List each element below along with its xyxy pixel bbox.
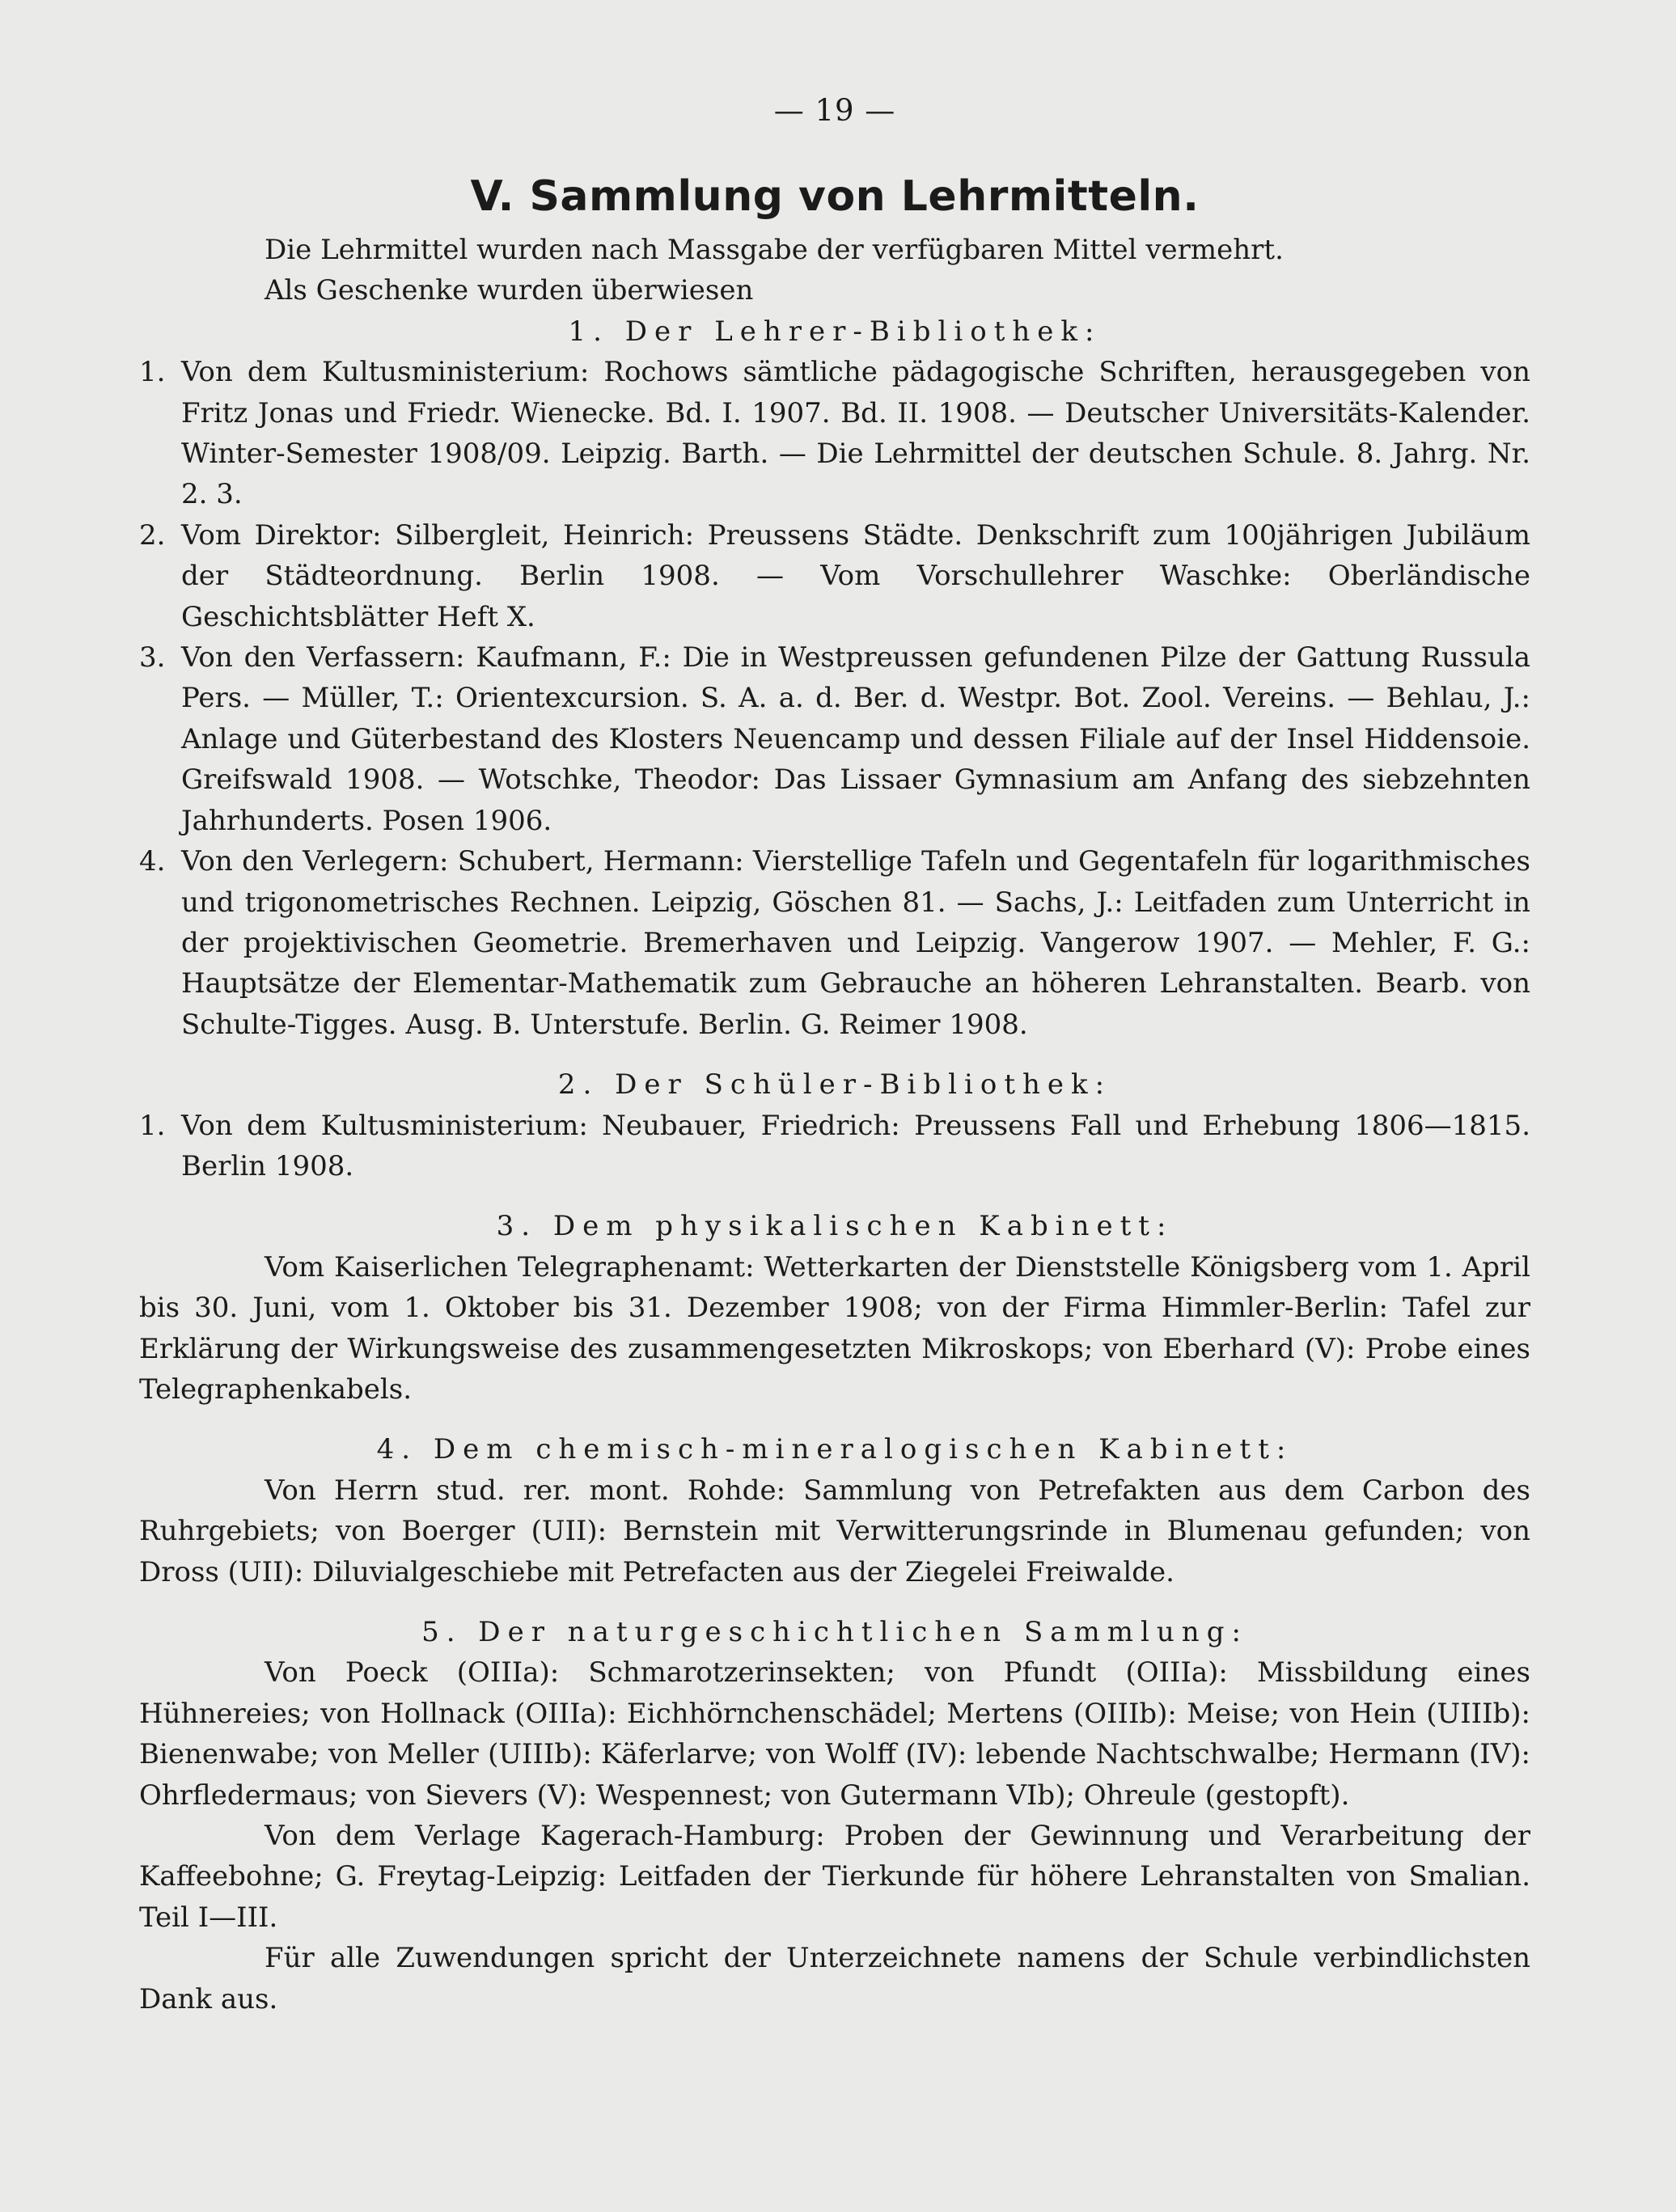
section-heading: 2. Der Schüler-Bibliothek:	[557, 1068, 1112, 1102]
item-text: Von dem Kultusministerium: Rochows sämtliche pädagogische Schriften, herausgegeben von Fritz Jonas und Friedr. Wienecke. Bd. I. 1907. Bd. II. 1908. — Deutscher Universitäts-Kalender. Winter-Semester 1908/09. Leipzig. Barth. — Die Lehrmittel der deutschen Schule. 8. Jahrg. Nr. 2. 3.	[181, 356, 1530, 511]
list-item	[139, 1106, 1530, 1187]
item-text: Von dem Kultusministerium: Neubauer, Friedrich: Preussens Fall und Erhebung 1806—1815. Berlin 1908.	[181, 1109, 1530, 1182]
intro-line: Die Lehrmittel wurden nach Massgabe der verfügbaren Mittel vermehrt.	[265, 234, 1284, 266]
section-heading: 5. Der naturgeschichtlichen Sammlung:	[421, 1616, 1248, 1648]
section-naturgeschichtliche-sammlung	[139, 1612, 1530, 2020]
paragraph: Von dem Verlage Kagerach-Hamburg: Proben der Gewinnung und Verarbeitung der Kaffeebohne; G. Freytag-Leipzig: Leitfaden der Tierkunde für höhere Lehranstalten von Smalian. Teil I—III.	[139, 1820, 1530, 1934]
paragraph: Von Poeck (OIIIa): Schmarotzerinsekten; von Pfundt (OIIIa): Missbildung eines Hühnereies; von Hollnack (OIIIa): Eichhörnchenschädel; Mertens (OIIIb): Meise; von Hein (UIIIb): Bienenwabe; von Meller (UIIIb): Käferlarve; von Wolff (IV): lebende Nachtschwalbe; Hermann (IV): Ohrfledermaus; von Sievers (V): Wespennest; von Gutermann VIb); Ohreule (gestopft).	[139, 1656, 1530, 1812]
item-number: 4.	[139, 845, 166, 878]
item-text: Vom Direktor: Silbergleit, Heinrich: Preussens Städte. Denkschrift zum 100jährigen Jubiläum der Städteordnung. Berlin 1908. — Vom Vorschullehrer Waschke: Oberländische Geschichtsblätter Heft X.	[181, 518, 1530, 633]
list-item	[139, 841, 1530, 1045]
item-number: 3.	[139, 641, 166, 675]
item-number: 1.	[139, 356, 166, 389]
list-item	[139, 352, 1530, 515]
section-heading: 3. Dem physikalischen Kabinett:	[496, 1210, 1174, 1243]
text-column	[139, 91, 1530, 2020]
list-item	[139, 515, 1530, 637]
section-heading: 1. Der Lehrer-Bibliothek:	[568, 315, 1102, 348]
item-number: 1.	[139, 1109, 166, 1142]
item-number: 2.	[139, 518, 166, 552]
intro	[139, 230, 1530, 311]
section-chemisch-mineralogisches-kabinett	[139, 1429, 1530, 1592]
list-item	[139, 637, 1530, 841]
item-list	[139, 352, 1530, 1045]
section-heading: 4. Dem chemisch-mineralogischen Kabinett:	[376, 1433, 1293, 1466]
section-physikalisches-kabinett	[139, 1206, 1530, 1410]
chapter-title: V. Sammlung von Lehrmitteln.	[470, 172, 1200, 221]
item-list	[139, 1106, 1530, 1187]
paragraph: Von Herrn stud. rer. mont. Rohde: Sammlung von Petrefakten aus dem Carbon des Ruhrgebiets; von Boerger (UII): Bernstein mit Verwitterungsrinde in Blumenau gefunden; von Dross (UII): Diluvialgeschiebe mit Petrefacten aus der Ziegelei Freiwalde.	[139, 1474, 1530, 1588]
intro-line: Als Geschenke wurden überwiesen	[265, 274, 754, 307]
section-lehrer-bibliothek	[139, 311, 1530, 1045]
item-text: Von den Verlegern: Schubert, Hermann: Vierstellige Tafeln und Gegentafeln für logarithmisches und trigonometrisches Rechnen. Leipzig, Göschen 81. — Sachs, J.: Leitfaden zum Unterricht in der projektivischen Geometrie. Bremerhaven und Leipzig. Vangerow 1907. — Mehler, F. G.: Hauptsätze der Elementar-Mathematik zum Gebrauche an höheren Lehranstalten. Bearb. von Schulte-Tigges. Ausg. B. Unterstufe. Berlin. G. Reimer 1908.	[181, 845, 1530, 1041]
closing-paragraph: Für alle Zuwendungen spricht der Unterzeichnete namens der Schule verbindlichsten Dank aus.	[139, 1942, 1530, 2015]
page-number: — 19 —	[773, 93, 896, 128]
item-text: Von den Verfassern: Kaufmann, F.: Die in Westpreussen gefundenen Pilze der Gattung Russula Pers. — Müller, T.: Orientexcursion. S. A. a. d. Ber. d. Westpr. Bot. Zool. Vereins. — Behlau, J.: Anlage und Güterbestand des Klosters Neuencamp und dessen Filiale auf der Insel Hiddensoie. Greifswald 1908. — Wotschke, Theodor: Das Lissaer Gymnasium am Anfang des siebzehnten Jahrhunderts. Posen 1906.	[181, 641, 1530, 837]
section-schueler-bibliothek	[139, 1064, 1530, 1186]
paragraph: Vom Kaiserlichen Telegraphenamt: Wetterkarten der Dienststelle Königsberg vom 1. April bis 30. Juni, vom 1. Oktober bis 31. Dezember 1908; von der Firma Himmler-Berlin: Tafel zur Erklärung der Wirkungsweise des zusammengesetzten Mikroskops; von Eberhard (V): Probe eines Telegraphenkabels.	[139, 1250, 1530, 1406]
